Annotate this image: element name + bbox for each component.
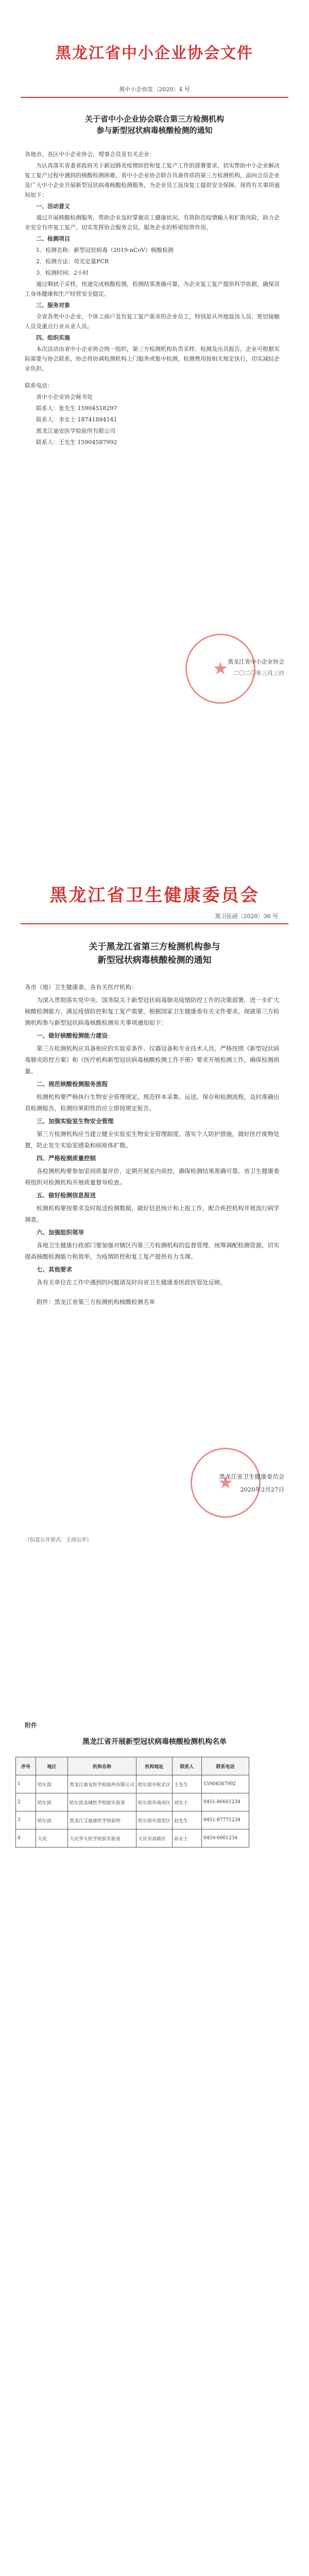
page1-contact: 黑龙江迪安医学检验所有限公司 [36,428,115,434]
page2-sec1-text: 第三方检测机构应具备相应的实验室条件、仪器设备和专业技术人员，严格按照《新型冠状病毒肺炎防控方案》和《医疗机构新型冠状病毒核酸检测工作手册》要求开展检测工作，确保检测质量。 [25,1045,280,1075]
page2-header: 黑龙江省卫生健康委员会 [49,885,260,906]
table-cell: 哈尔滨市道里区 [136,1811,173,1829]
page2-sec5-heading: 五、做好检测信息报送 [37,1192,96,1199]
page2-sign-org: 黑龙江省卫生健康委员会 [219,1473,284,1480]
table-cell: 哈尔滨市南岗区 [136,1793,173,1811]
page2-sec6-heading: 六、加强组织领导 [37,1229,84,1236]
table-cell: 黑龙江艾迪康医学检验所 [68,1811,136,1829]
page1-sec2-heading: 二、检测项目 [36,235,70,242]
page2-body [25,981,284,1309]
page2-salutation: 各市（地）卫生健康委，各有关医疗机构： [25,984,138,991]
page1-body [25,149,284,449]
page1-header: 黑龙江省中小企业协会文件 [56,44,253,62]
page2-intro: 为深入贯彻落实党中央、国务院关于新型冠状病毒肺炎疫情防控工作的决策部署，进一步扩大核酸检测能力，满足疫情防控和复工复产需要，根据国家卫生健康委有关文件要求，现就第三方检测机构参与新型冠状病毒核酸检测有关事项通知如下： [25,996,280,1026]
page-1 [0,0,309,835]
page1-sec3-text: 全省各类中小企业、个体工商户及有复工复产需求的企业员工，特别是从外地返岗人员、密切接触人员及重点行业从业人员。 [25,313,280,330]
column-header: 机构名称 [68,1757,136,1775]
page2-sec4-text: 各检测机构要参加室间质量评价，定期开展室内质控，确保检测结果准确可靠。省卫生健康委将组织对检测机构开展质量督导检查。 [25,1167,280,1186]
page1-contact: 联系人：李女士 18741884141 [36,416,117,423]
table-cell: 大庆 [36,1829,68,1848]
column-header: 联系电话 [202,1757,249,1775]
page1-contact: 省中小企业协会秘书处 [36,394,93,400]
page1-sec2-item: 1．检测名称：新型冠状病毒（2019-nCoV）核酸检测 [36,247,174,253]
page3-caption: 附件 [25,1722,38,1729]
page2-sec6-text: 各地卫生健康行政部门要加强对辖区内第三方检测机构的监督管理，统筹调配检测资源，切实提高核酸检测能力和效率，为疫情防控和复工复产提供有力支撑。 [25,1242,280,1260]
page1-title: 关于省中小企业协会联合第三方检测机构 参与新型冠状病毒核酸检测的通知 [84,114,224,135]
page3-table-title: 黑龙江省开展新型冠状病毒核酸检测机构名单 [82,1738,227,1746]
table-row [16,1793,249,1811]
table-cell: 3 [16,1811,36,1829]
page1-sec1-heading: 一、活动意义 [36,203,70,210]
table-cell: 哈尔滨市松北区 [136,1775,173,1793]
column-header: 联系人 [173,1757,202,1775]
page1-sec4-text: 本次活动由省中小企业协会统一组织，第三方检测机构负责采样、检测及出具报告。企业可根据实际需要与协会联系，协会将协调检测机构上门服务或集中检测，检测费用按相关规定执行，切实减轻企业负担。 [25,346,280,372]
column-header: 地区 [36,1757,68,1775]
page-2 [0,845,309,1649]
page2-disclosure-note: （信息公开形式：主动公开） [25,1537,92,1543]
table-cell: 孙女士 [173,1829,202,1848]
page2-sec2-heading: 二、规范核酸检测服务流程 [37,1080,108,1088]
page1-contact: 联系人：张先生 15904518297 [36,405,117,412]
column-header: 序号 [16,1757,36,1775]
table-cell: 哈尔滨 [36,1775,68,1793]
table-row [16,1775,249,1793]
table-cell: 哈尔滨金域医学检验实验室 [68,1793,136,1811]
table-cell: 刘女士 [173,1793,202,1811]
page2-red-rule [21,923,288,924]
page1-salutation: 各地市、各区中小企业协会，理事会员及有关企业： [25,151,155,158]
page1-signature [25,657,284,680]
table-row [16,1829,249,1848]
page-3 [0,1659,309,2576]
page2-sec1-heading: 一、做好核酸检测能力建设 [37,1032,108,1039]
page2-sign-date: 2020年2月27日 [240,1486,284,1493]
page2-sec3-heading: 三、加强实验室生物安全管理 [37,1117,114,1125]
table-cell: 4 [16,1829,36,1848]
table-cell: 2 [16,1793,36,1811]
page2-sec7-heading: 七、其他要求 [37,1266,72,1273]
table-cell: 15904587992 [202,1775,249,1793]
page1-sign-org: 黑龙江省中小企业协会 [228,658,284,665]
page1-sec2-item: 2．检测方法：荧光定量PCR [36,258,109,265]
page1-contact: 联系人：王先生 15904587992 [36,439,117,446]
page2-title: 关于黑龙江省第三方检测机构参与 新型冠状病毒核酸检测的通知 [89,942,220,965]
table-cell: 1 [16,1775,36,1793]
table-cell: 0451-87771234 [202,1811,249,1829]
column-header: 机构地址 [136,1757,173,1775]
page1-intro: 为认真落实省委省政府关于新冠肺炎疫情防控和复工复产工作的部署要求，切实帮助中小企业解决复工复产过程中遇到的核酸检测困难，省中小企业协会联合具备资质的第三方检测机构，面向会员企业及广大中小企业开展新型冠状病毒核酸检测服务，为企业员工返岗复工提供安全保障。现将有关事项通知如下： [25,162,280,198]
page1-sec4-heading: 四、组织实施 [36,334,70,341]
table-cell: 0451-86661234 [202,1793,249,1811]
page2-sec7-text: 各有关单位在工作中遇到的问题请及时向省卫生健康委医政医管处反映。 [37,1279,226,1286]
table-cell: 黑龙江迪安医学检验所有限公司 [68,1775,136,1793]
testing-institutions-table [15,1757,249,1848]
page1-sec2-item: 3．检测时间：2小时 [36,269,89,276]
page1-contact-label: 联系电话： [25,382,53,389]
table-cell: 0459-6001234 [202,1829,249,1848]
page2-sec3-text: 第三方检测机构应当建立健全实验室生物安全管理制度，落实个人防护措施，做好医疗废物处置，防止发生实验室感染和病原体扩散。 [25,1130,280,1149]
page1-red-rule [21,97,288,98]
page2-signature [25,1471,284,1497]
page2-sec2-text: 检测机构要严格执行生物安全管理规定，规范样本采集、运送、保存和检测流程，及时准确出具检测报告，检测结果阳性的应立即按规定报告。 [25,1093,280,1112]
table-header-row [16,1757,249,1775]
page2-attachment: 附件：黑龙江省第三方检测机构核酸检测名单 [37,1298,155,1306]
page2-sec4-heading: 四、严格检测质量控制 [37,1155,96,1162]
table-cell: 大庆华大医学检验实验室 [68,1829,136,1848]
table-cell: 赵先生 [173,1811,202,1829]
page1-sec3-heading: 三、服务对象 [36,302,70,309]
page1-sec1-text: 通过开展核酸检测服务，帮助企业及时掌握员工健康状况，有效防范疫情输入和扩散风险，助力企业安全有序复工复产，切实发挥协会服务会员、服务企业的桥梁纽带作用。 [25,214,280,231]
page1-sign-date: 二〇二〇年三月三日 [233,670,284,676]
page1-sec2-text: 通过咽拭子采样，快速完成核酸检测，检测结果准确可靠，为企业复工复产提供科学依据，确保员工身体健康和生产经营安全稳定。 [25,281,280,297]
table-cell: 哈尔滨 [36,1811,68,1829]
table-row [16,1811,249,1829]
table-cell: 哈尔滨 [36,1793,68,1811]
page2-doc-no: 黑卫医函〔2020〕36 号 [215,913,278,920]
page2-sec5-text: 检测机构要按要求及时报送检测数据，做好信息统计和上报工作，配合疾控机构开展流行病学调查。 [25,1205,280,1223]
table-cell: 王先生 [173,1775,202,1793]
page1-doc-no: 黑中小企协发〔2020〕4 号 [119,86,190,93]
table-cell: 大庆市高新区 [136,1829,173,1848]
